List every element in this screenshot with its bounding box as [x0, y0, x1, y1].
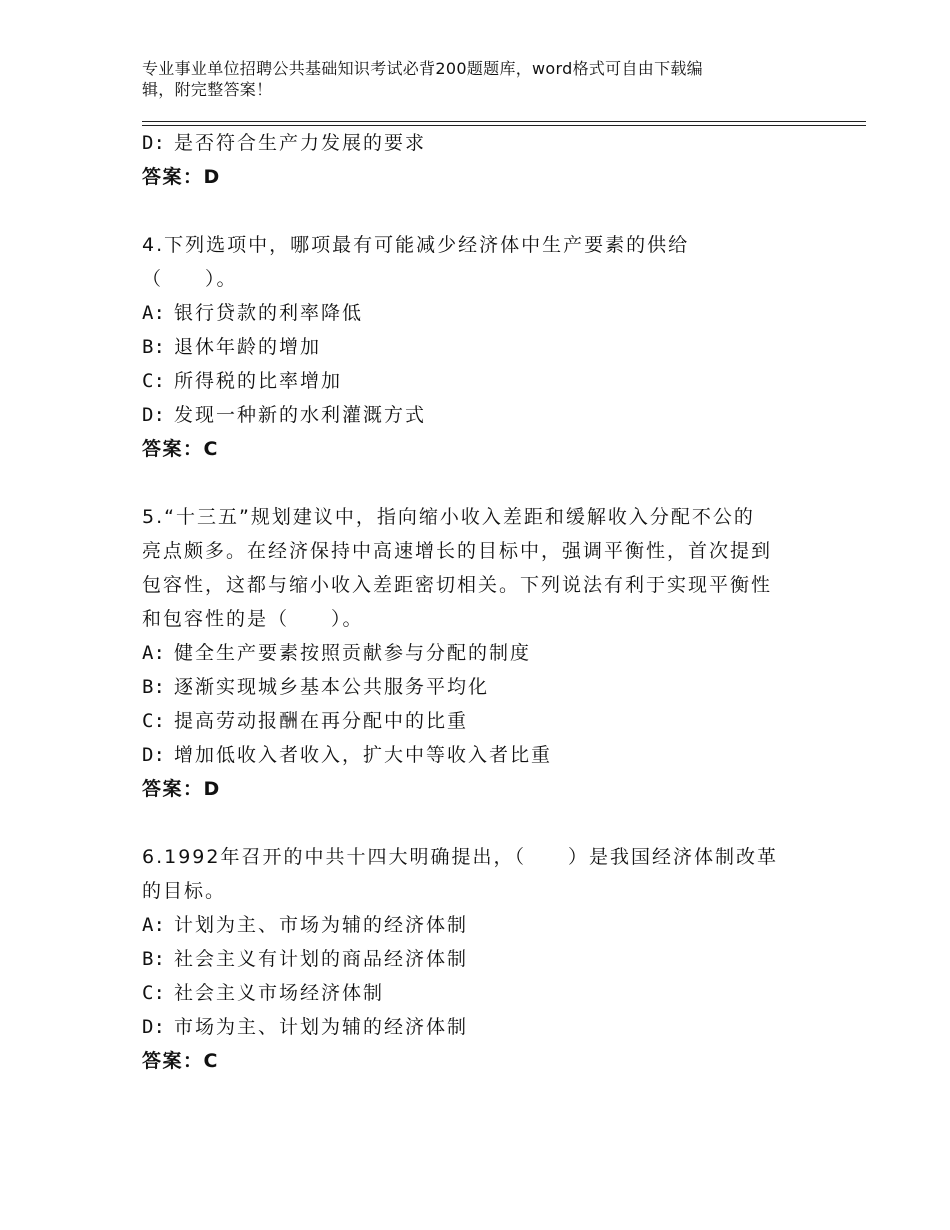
answer-line: 答案：C — [142, 438, 219, 460]
option-b — [142, 942, 862, 976]
option-c — [142, 976, 862, 1010]
question-stem: 亮点颇多。在经济保持中高速增长的目标中，强调平衡性，首次提到 — [142, 540, 773, 562]
option-c — [142, 704, 862, 738]
question-stem: 6.1992年召开的中共十四大明确提出，（ ）是我国经济体制改革 — [142, 846, 778, 868]
option-text: 计划为主、市场为辅的经济体制 — [174, 914, 469, 936]
spacer — [142, 466, 862, 500]
option-c — [142, 364, 862, 398]
option-text: 提高劳动报酬在再分配中的比重 — [174, 710, 469, 732]
option-a — [142, 636, 862, 670]
option-label: A: — [142, 302, 165, 324]
option-label: A: — [142, 642, 165, 664]
option-text: 社会主义有计划的商品经济体制 — [174, 948, 469, 970]
option-text: 健全生产要素按照贡献参与分配的制度 — [174, 642, 532, 664]
question-5 — [142, 500, 862, 806]
option-label: D: — [142, 132, 165, 154]
option-d — [142, 738, 862, 772]
question-stem: 的目标。 — [142, 880, 227, 902]
spacer — [142, 806, 862, 840]
question-6 — [142, 840, 862, 1078]
page-header — [142, 58, 792, 100]
option-label: C: — [142, 710, 165, 732]
option-label: C: — [142, 982, 165, 1004]
option-text: 逐渐实现城乡基本公共服务平均化 — [174, 676, 490, 698]
header-line-2: 辑，附完整答案！ — [142, 80, 273, 99]
question-stem: 包容性，这都与缩小收入差距密切相关。下列说法有利于实现平衡性 — [142, 574, 773, 596]
option-text: 市场为主、计划为辅的经济体制 — [174, 1016, 469, 1038]
option-text: 退休年龄的增加 — [174, 336, 322, 358]
option-text: 社会主义市场经济体制 — [174, 982, 385, 1004]
option-text: 是否符合生产力发展的要求 — [174, 132, 427, 154]
answer-line: 答案：D — [142, 778, 221, 800]
option-text: 银行贷款的利率降低 — [174, 302, 364, 324]
option-label: B: — [142, 676, 165, 698]
question-stem: 4.下列选项中，哪项最有可能减少经济体中生产要素的供给 — [142, 234, 690, 256]
option-label: B: — [142, 336, 165, 358]
answer-line: 答案：D — [142, 166, 221, 188]
option-text: 增加低收入者收入，扩大中等收入者比重 — [174, 744, 553, 766]
option-d — [142, 126, 862, 160]
option-d — [142, 398, 862, 432]
option-label: B: — [142, 948, 165, 970]
option-text: 所得税的比率增加 — [174, 370, 343, 392]
option-label: D: — [142, 1016, 165, 1038]
question-4 — [142, 228, 862, 466]
option-label: D: — [142, 744, 165, 766]
page-content — [142, 126, 862, 1078]
option-d — [142, 1010, 862, 1044]
answer-line: 答案：C — [142, 1050, 219, 1072]
option-label: C: — [142, 370, 165, 392]
question-stem: 5.“十三五”规划建议中，指向缩小收入差距和缓解收入分配不公的 — [142, 506, 755, 528]
option-a — [142, 908, 862, 942]
question-stem: 和包容性的是（ ）。 — [142, 608, 364, 630]
header-line-1: 专业事业单位招聘公共基础知识考试必背200题题库，word格式可自由下载编 — [142, 59, 703, 78]
option-label: D: — [142, 404, 165, 426]
spacer — [142, 194, 862, 228]
option-b — [142, 670, 862, 704]
question-stem: （ ）。 — [142, 268, 238, 290]
option-label: A: — [142, 914, 165, 936]
option-a — [142, 296, 862, 330]
option-b — [142, 330, 862, 364]
option-text: 发现一种新的水利灌溉方式 — [174, 404, 427, 426]
